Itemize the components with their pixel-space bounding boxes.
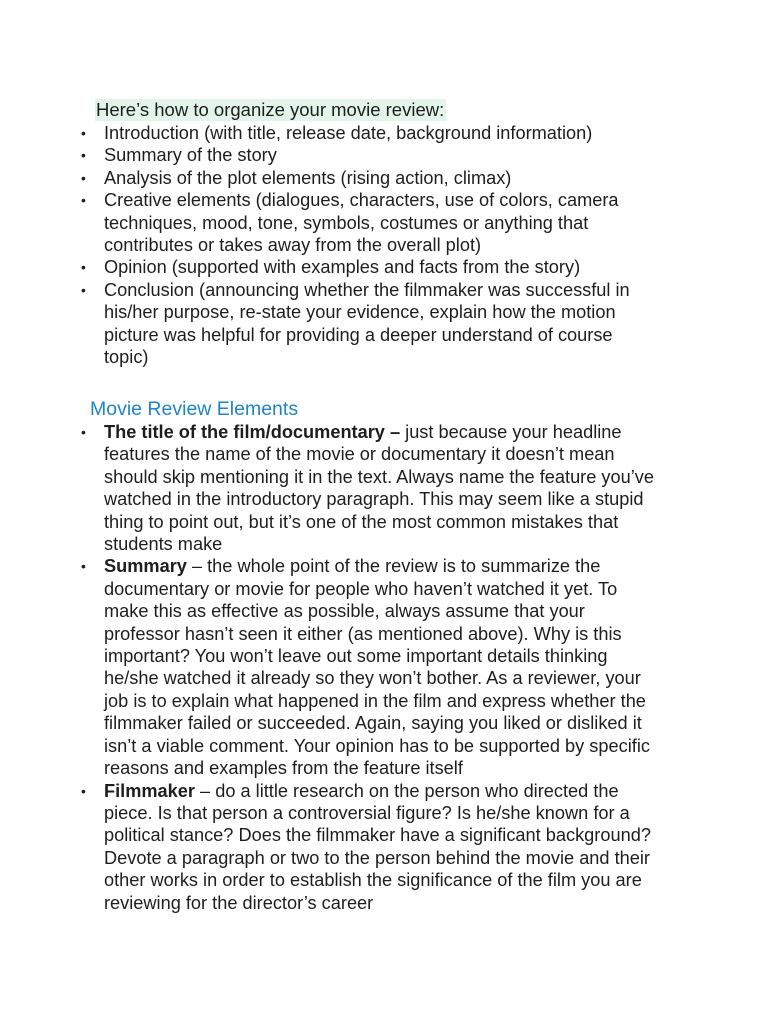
list-item-line: Introduction (with title, release date, background information) — [104, 123, 593, 143]
list-item-line: other works in order to establish the significance of the film you are — [104, 870, 642, 891]
list-item-line: picture was helpful for providing a deeper understand of course — [104, 324, 613, 345]
list-item-line: isn’t a viable comment. Your opinion has to be supported by specific — [104, 735, 650, 756]
elements-list — [0, 421, 690, 914]
elements-heading: Movie Review Elements — [90, 398, 299, 420]
list-item-line: topic) — [104, 347, 149, 368]
list-item-line: piece. Is that person a controversial figure? Is he/she known for a — [104, 802, 630, 823]
bullet-icon: • — [81, 281, 86, 298]
list-item-line: students make — [104, 534, 223, 555]
bullet-icon: • — [81, 782, 86, 799]
list-item-line: his/her purpose, re-state your evidence, explain how the motion — [104, 302, 616, 323]
list-item-line: just because your headline — [400, 422, 622, 442]
list-item-line: filmmaker failed or succeeded. Again, saying you liked or disliked it — [104, 713, 642, 734]
bullet-icon: • — [81, 125, 86, 141]
list-item — [0, 256, 690, 278]
list-item — [0, 555, 690, 779]
element-term: Summary — [104, 556, 187, 577]
bullet-icon: • — [81, 259, 86, 276]
list-item-line: he/she watched it already so they won’t bother. As a reviewer, your — [104, 668, 641, 689]
list-item-line: reasons and examples from the feature itself — [104, 758, 463, 779]
bullet-icon: • — [81, 192, 86, 209]
list-item — [0, 780, 690, 914]
organize-heading: Here’s how to organize your movie review: — [96, 99, 445, 120]
list-item-line: Analysis of the plot elements (rising action, climax) — [104, 167, 512, 188]
list-item-line: should skip mentioning it in the text. Always name the feature you’ve — [104, 466, 654, 487]
list-item-line: Summary of the story — [104, 145, 277, 166]
list-item-line: features the name of the movie or documentary it doesn’t mean — [104, 444, 615, 465]
list-item-line: job is to explain what happened in the film and express whether the — [104, 690, 646, 711]
bullet-icon: • — [81, 169, 86, 186]
bullet-icon: • — [81, 558, 86, 575]
list-item-line: reviewing for the director’s career — [104, 892, 374, 913]
element-term: The title of the film/documentary – — [104, 422, 401, 442]
list-item — [0, 189, 690, 256]
list-item-line: contributes or takes away from the overall plot) — [104, 235, 482, 256]
list-item-line: watched in the introductory paragraph. This may seem like a stupid — [104, 489, 644, 510]
bullet-icon: • — [81, 147, 86, 164]
list-item-line: Creative elements (dialogues, characters, use of colors, camera — [104, 190, 619, 211]
element-term: Filmmaker — [104, 780, 195, 801]
list-item-line: – do a little research on the person who directed the — [194, 780, 619, 801]
list-item — [0, 167, 690, 189]
list-item-line: political stance? Does the filmmaker have a significant background? — [104, 825, 651, 846]
list-item-line: Opinion (supported with examples and facts from the story) — [104, 257, 581, 278]
list-item-line: professor hasn’t seen it either (as mentioned above). Why is this — [104, 623, 622, 644]
list-item-line: – the whole point of the review is to summarize the — [186, 556, 601, 577]
list-item — [0, 421, 690, 555]
list-item — [0, 144, 690, 166]
bullet-icon: • — [81, 424, 86, 440]
list-item — [0, 279, 690, 369]
organize-list — [0, 122, 690, 368]
list-item-line: important? You won’t leave out some important details thinking — [104, 646, 608, 667]
list-item-line: Devote a paragraph or two to the person behind the movie and their — [104, 847, 650, 868]
list-item-line: make this as effective as possible, always assume that your — [104, 601, 585, 622]
list-item-line: techniques, mood, tone, symbols, costumes or anything that — [104, 212, 589, 233]
list-item-line: Conclusion (announcing whether the filmmaker was successful in — [104, 279, 630, 300]
list-item — [0, 122, 690, 144]
list-item-line: thing to point out, but it’s one of the most common mistakes that — [104, 511, 619, 532]
list-item-line: documentary or movie for people who haven’t watched it yet. To — [104, 578, 618, 599]
